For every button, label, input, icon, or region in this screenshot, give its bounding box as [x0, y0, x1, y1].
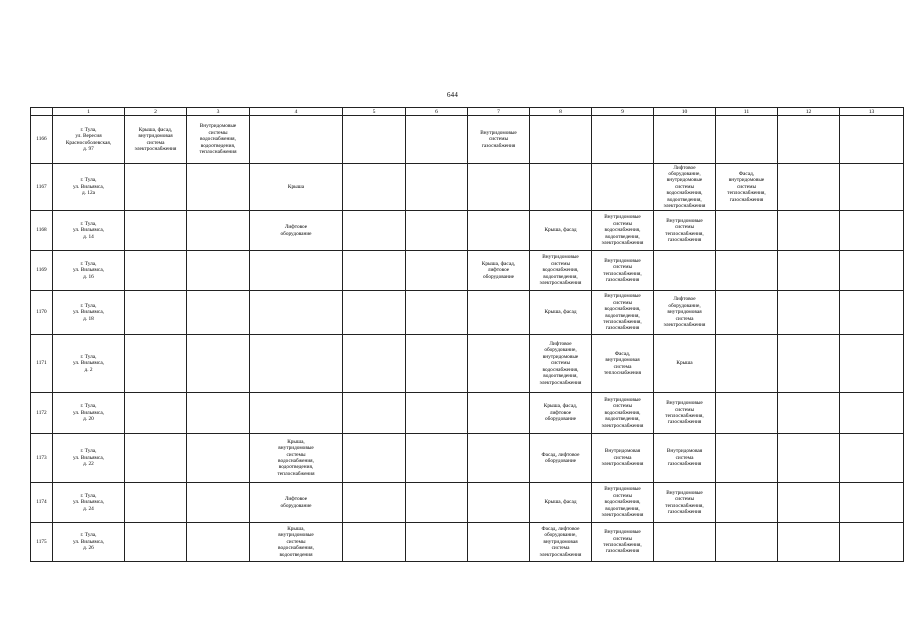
row-number-cell: 1168	[31, 211, 53, 251]
row-number-cell: 1170	[31, 291, 53, 335]
table-row	[31, 393, 904, 434]
work-type-cell	[406, 164, 468, 211]
work-type-cell	[716, 393, 778, 434]
work-type-cell	[468, 164, 530, 211]
work-type-cell: Фасад, лифтовое оборудование	[530, 434, 592, 483]
work-type-cell	[778, 164, 840, 211]
work-type-cell	[343, 483, 406, 523]
header-cell: 2	[125, 108, 187, 116]
work-type-cell: Лифтовое оборудование, внутридомовые системы водоснабжения, водоотведения, электроснабжения	[530, 335, 592, 393]
work-type-cell	[343, 393, 406, 434]
work-type-cell	[654, 523, 716, 562]
work-type-cell: Лифтовое оборудование, внутридомовая система электроснабжения	[654, 291, 716, 335]
work-type-cell	[343, 211, 406, 251]
work-type-cell	[468, 483, 530, 523]
work-type-cell	[250, 251, 343, 291]
row-number-cell: 1175	[31, 523, 53, 562]
row-number-cell: 1169	[31, 251, 53, 291]
work-type-cell: Фасад, лифтовое оборудование, внутридомовая система электроснабжения	[530, 523, 592, 562]
work-type-cell	[716, 335, 778, 393]
work-type-cell	[840, 434, 904, 483]
work-type-cell: Крыша, фасад, лифтовое оборудование	[530, 393, 592, 434]
work-type-cell	[778, 211, 840, 251]
work-type-cell	[187, 251, 250, 291]
work-type-cell: Крыша, фасад, внутридомовая система электроснабжения	[125, 116, 187, 164]
address-cell: г. Тула, ул. Вильямса, д. 12а	[53, 164, 125, 211]
work-type-cell: Лифтовое оборудование, внутридомовые системы водоснабжения, водоотведения, электроснабжения	[654, 164, 716, 211]
work-type-cell	[187, 523, 250, 562]
table-row	[31, 523, 904, 562]
work-type-cell: Внутридомовая система газоснабжения	[654, 434, 716, 483]
work-type-cell	[592, 116, 654, 164]
work-type-cell	[125, 211, 187, 251]
page-number: 644	[446, 91, 459, 99]
work-type-cell	[778, 291, 840, 335]
work-type-cell	[187, 291, 250, 335]
work-type-cell	[530, 164, 592, 211]
work-type-cell	[778, 116, 840, 164]
column-number-row	[31, 108, 904, 116]
header-cell: 9	[592, 108, 654, 116]
work-type-cell	[250, 291, 343, 335]
address-cell: г. Тула, ул. Вересия Краснособолевская, д. 97	[53, 116, 125, 164]
work-type-cell	[592, 164, 654, 211]
work-type-cell: Фасад, внутридомовая система теплоснабжения	[592, 335, 654, 393]
work-type-cell	[406, 335, 468, 393]
work-type-cell: Внутридомовая система электроснабжения	[592, 434, 654, 483]
address-cell: г. Тула, ул. Вильямса, д. 24	[53, 483, 125, 523]
header-cell: 7	[468, 108, 530, 116]
work-type-cell	[406, 393, 468, 434]
table-row	[31, 335, 904, 393]
work-type-cell	[343, 251, 406, 291]
row-number-cell: 1167	[31, 164, 53, 211]
work-type-cell	[125, 164, 187, 211]
work-type-cell: Внутридомовые системы водоснабжения, водоотведения, теплоснабжения	[187, 116, 250, 164]
row-number-cell: 1166	[31, 116, 53, 164]
work-type-cell: Крыша, фасад	[530, 483, 592, 523]
work-type-cell: Внутридомовые системы водоснабжения, водоотведения, электроснабжения	[530, 251, 592, 291]
header-cell: 11	[716, 108, 778, 116]
header-cell: 5	[343, 108, 406, 116]
header-cell: 3	[187, 108, 250, 116]
work-type-cell	[716, 211, 778, 251]
work-type-cell: Лифтовое оборудование	[250, 211, 343, 251]
address-cell: г. Тула, ул. Вильямса, д. 20	[53, 393, 125, 434]
work-type-cell	[840, 291, 904, 335]
table-row	[31, 434, 904, 483]
work-type-cell	[343, 523, 406, 562]
work-type-cell: Внутридомовые системы теплоснабжения, газоснабжения	[654, 483, 716, 523]
work-type-cell	[343, 434, 406, 483]
work-type-cell	[468, 523, 530, 562]
work-type-cell	[187, 434, 250, 483]
work-type-cell	[778, 434, 840, 483]
repair-schedule-table	[30, 107, 904, 562]
work-type-cell	[406, 251, 468, 291]
work-type-cell: Крыша, фасад	[530, 291, 592, 335]
work-type-cell	[125, 393, 187, 434]
work-type-cell	[840, 116, 904, 164]
work-type-cell: Внутридомовые системы водоснабжения, водоотведения, электроснабжения	[592, 211, 654, 251]
work-type-cell	[716, 523, 778, 562]
work-type-cell	[716, 251, 778, 291]
work-type-cell	[250, 393, 343, 434]
work-type-cell	[343, 291, 406, 335]
address-cell: г. Тула, ул. Вильямса, д. 16	[53, 251, 125, 291]
work-type-cell: Внутридомовые системы теплоснабжения, газоснабжения	[654, 393, 716, 434]
work-type-cell	[406, 523, 468, 562]
work-type-cell: Крыша	[654, 335, 716, 393]
work-type-cell: Крыша, внутридомовые системы водоснабжения, водоотведения, теплоснабжения	[250, 434, 343, 483]
work-type-cell	[716, 483, 778, 523]
work-type-cell	[654, 116, 716, 164]
header-cell: 10	[654, 108, 716, 116]
table-row	[31, 483, 904, 523]
work-type-cell	[250, 116, 343, 164]
address-cell: г. Тула, ул. Вильямса, д. 26	[53, 523, 125, 562]
header-cell: 12	[778, 108, 840, 116]
work-type-cell	[840, 251, 904, 291]
address-cell: г. Тула, ул. Вильямса, д. 14	[53, 211, 125, 251]
work-type-cell	[840, 483, 904, 523]
work-type-cell	[468, 211, 530, 251]
header-cell: 1	[53, 108, 125, 116]
work-type-cell	[530, 116, 592, 164]
work-type-cell: Крыша	[250, 164, 343, 211]
work-type-cell: Внутридомовые системы теплоснабжения, газоснабжения	[592, 251, 654, 291]
work-type-cell	[125, 291, 187, 335]
header-cell: 13	[840, 108, 904, 116]
work-type-cell	[840, 393, 904, 434]
address-cell: г. Тула, ул. Вильямса, д. 2	[53, 335, 125, 393]
address-cell: г. Тула, ул. Вильямса, д. 18	[53, 291, 125, 335]
header-cell: 8	[530, 108, 592, 116]
work-type-cell: Фасад, внутридомовые системы теплоснабжения, газоснабжения	[716, 164, 778, 211]
work-type-cell	[406, 211, 468, 251]
work-type-cell	[716, 291, 778, 335]
work-type-cell	[468, 291, 530, 335]
row-number-cell: 1173	[31, 434, 53, 483]
header-cell: 6	[406, 108, 468, 116]
work-type-cell	[187, 393, 250, 434]
work-type-cell	[840, 211, 904, 251]
work-type-cell	[406, 483, 468, 523]
work-type-cell	[778, 483, 840, 523]
work-type-cell	[406, 116, 468, 164]
work-type-cell	[468, 335, 530, 393]
work-type-cell	[125, 523, 187, 562]
work-type-cell	[343, 116, 406, 164]
work-type-cell	[840, 523, 904, 562]
work-type-cell	[654, 251, 716, 291]
work-type-cell	[468, 434, 530, 483]
work-type-cell	[187, 211, 250, 251]
work-type-cell: Крыша, внутридомовые системы водоснабжения, водоотведения	[250, 523, 343, 562]
work-type-cell: Крыша, фасад, лифтовое оборудование	[468, 251, 530, 291]
work-type-cell	[125, 434, 187, 483]
header-cell: 4	[250, 108, 343, 116]
work-type-cell	[406, 434, 468, 483]
work-type-cell	[778, 523, 840, 562]
table-row	[31, 164, 904, 211]
work-type-cell	[840, 335, 904, 393]
table-row	[31, 251, 904, 291]
work-type-cell	[343, 164, 406, 211]
address-cell: г. Тула, ул. Вильямса, д. 22	[53, 434, 125, 483]
row-number-cell: 1172	[31, 393, 53, 434]
work-type-cell	[406, 291, 468, 335]
work-type-cell: Внутридомовые системы теплоснабжения, газоснабжения	[654, 211, 716, 251]
work-type-cell	[778, 335, 840, 393]
work-type-cell	[840, 164, 904, 211]
work-type-cell	[778, 393, 840, 434]
table-row	[31, 116, 904, 164]
work-type-cell	[187, 335, 250, 393]
work-type-cell	[716, 434, 778, 483]
work-type-cell: Лифтовое оборудование	[250, 483, 343, 523]
work-type-cell: Внутридомовые системы водоснабжения, водоотведения, теплоснабжения, газоснабжения	[592, 291, 654, 335]
work-type-cell	[716, 116, 778, 164]
work-type-cell	[125, 251, 187, 291]
work-type-cell	[778, 251, 840, 291]
row-number-cell: 1171	[31, 335, 53, 393]
table-row	[31, 211, 904, 251]
work-type-cell	[187, 483, 250, 523]
row-number-cell: 1174	[31, 483, 53, 523]
work-type-cell: Внутридомовые системы теплоснабжения, газоснабжения	[592, 523, 654, 562]
work-type-cell: Внутридомовые системы водоснабжения, водоотведения, электроснабжения	[592, 393, 654, 434]
work-type-cell	[250, 335, 343, 393]
header-cell-blank	[31, 108, 53, 116]
work-type-cell: Внутридомовые системы водоснабжения, водоотведения, электроснабжения	[592, 483, 654, 523]
table-row	[31, 291, 904, 335]
work-type-cell	[343, 335, 406, 393]
work-type-cell	[125, 483, 187, 523]
work-type-cell: Крыша, фасад	[530, 211, 592, 251]
work-type-cell	[468, 393, 530, 434]
work-type-cell: Внутридомовые системы газоснабжения	[468, 116, 530, 164]
work-type-cell	[187, 164, 250, 211]
work-type-cell	[125, 335, 187, 393]
